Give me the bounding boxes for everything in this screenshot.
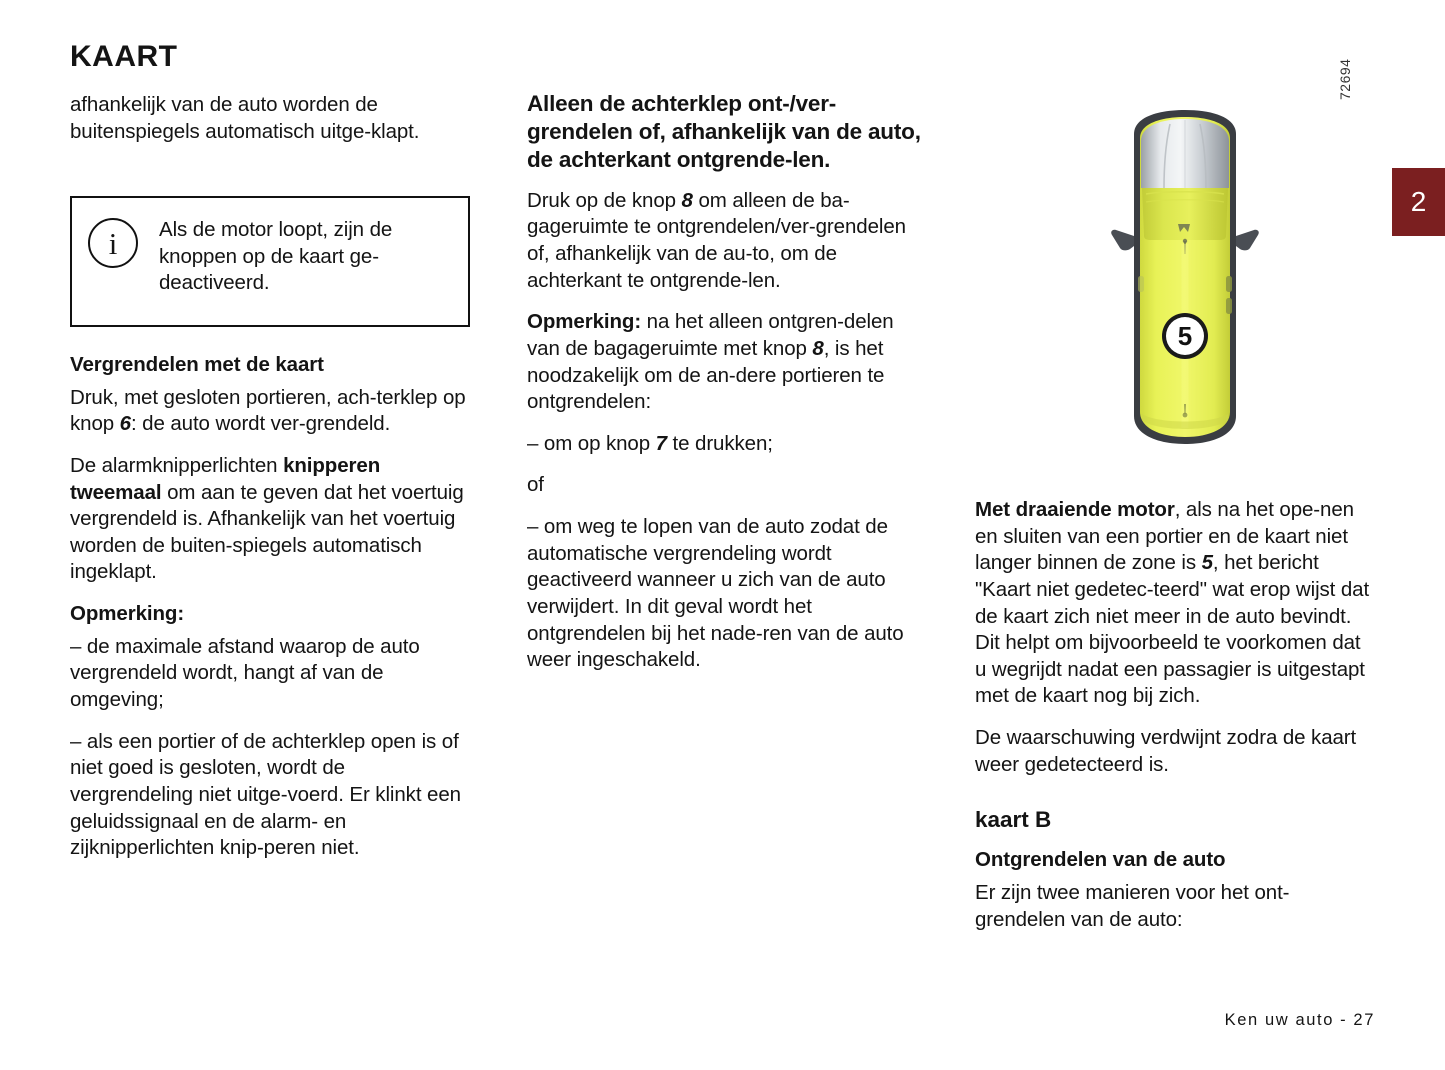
note-label-column2: Opmerking: <box>527 310 642 334</box>
section-heading-kaart-b: kaart B <box>975 807 1052 833</box>
column-2-content <box>527 90 931 674</box>
paragraph-note-column2 <box>527 309 931 416</box>
button-number-8: 8 <box>681 188 693 212</box>
flash-bold-text: knipperen tweemaal <box>70 453 381 504</box>
page-title: KAART <box>70 40 178 73</box>
conjunction-or: of <box>527 473 544 497</box>
note-label-column1: Opmerking: <box>70 602 185 626</box>
lock-pre-text: Druk, met gesloten portieren, ach-terklep op knop <box>70 385 466 436</box>
lock-post-text: : de auto wordt ver-grendeld. <box>130 412 391 436</box>
paragraph-engine-running <box>975 497 1375 710</box>
paragraph-hazard-flash <box>70 453 472 586</box>
bullet-press-post-text: te drukken; <box>666 431 773 455</box>
engine-post-text: , het bericht "Kaart niet gedetec-teerd" wat erop wijst dat de kaart zich niet meer in de auto bevindt. Dit helpt om bijvoorbeeld te voorkomen dat u wegrijdt nadat een passagier is uitgestapt met de kaart nog bij zich. <box>975 551 1370 708</box>
note-pre-text: na het alleen ontgren-delen van de bagageruimte met knop <box>527 310 894 360</box>
note-post-text: , is het noodzakelijk om de an-dere portieren te ontgrendelen: <box>527 336 885 414</box>
section-heading-tailgate: Alleen de achterklep ont-/ver-grendelen of, afhankelijk van de auto, de achterkant ontgrende-len. <box>527 91 921 172</box>
paragraph-unlock-intro: Er zijn twee manieren voor het ont-grendelen van de auto: <box>975 881 1290 931</box>
bullet-press-pre-text: – om op knop <box>527 431 656 455</box>
engine-mid-text: , als na het ope-nen en sluiten van een portier en de kaart niet langer binnen de zone is <box>975 498 1354 575</box>
button-number-6: 6 <box>119 412 131 436</box>
bullet-item-door-open: – als een portier of de achterklep open is of niet goed is gesloten, wordt de vergrendeling niet uitge-voerd. Er klinkt een geluidssignaal en de alarm- en zijknipperlichten knip-peren niet. <box>70 729 461 860</box>
figure-reference-number: 72694 <box>1337 58 1353 100</box>
intro-paragraph: afhankelijk van de auto worden de buitenspiegels automatisch uitge-klapt. <box>70 93 420 143</box>
page-footer: Ken uw auto - 27 <box>1224 1011 1375 1029</box>
flash-post-text: om aan te geven dat het voertuig vergrendeld is. Afhankelijk van het voertuig worden de buiten-spiegels automatisch ingeklapt. <box>70 480 464 584</box>
column-3-content <box>975 497 1375 933</box>
engine-running-bold: Met draaiende motor <box>975 498 1175 521</box>
section-heading-unlock-car: Ontgrendelen van de auto <box>975 848 1226 872</box>
section-heading-lock: Vergrendelen met de kaart <box>70 353 324 376</box>
bullet-item-walk-away: – om weg te lopen van de auto zodat de automatische vergrendeling wordt geactiveerd wanneer u zich van de auto verwijdert. In dit geval wordt het ontgrendelen bij het nade-ren van de auto weer ingeschakeld. <box>527 515 904 672</box>
tailgate-pre-text: Druk op de knop <box>527 188 682 212</box>
car-top-view-illustration <box>1100 108 1270 448</box>
button-number-8-note: 8 <box>812 336 824 360</box>
bullet-item-distance: – de maximale afstand waarop de auto vergrendeld wordt, hangt af van de omgeving; <box>70 634 420 712</box>
paragraph-lock-instruction <box>70 385 472 438</box>
flash-pre-text: De alarmknipperlichten <box>70 453 284 477</box>
bullet-item-press-button-7 <box>527 431 931 458</box>
paragraph-tailgate-instruction <box>527 188 931 295</box>
tailgate-post-text: om alleen de ba-gageruimte te ontgrendelen/ver-grendelen of, afhankelijk van de au-to, om de achterkant te ontgrende-len. <box>527 188 906 292</box>
info-note-box <box>70 196 470 327</box>
car-callout-number-5: 5 <box>1177 321 1193 351</box>
column-1-lock-section <box>70 352 472 862</box>
info-circle-icon: i <box>88 218 138 268</box>
column-1-intro <box>70 92 472 145</box>
info-note-text: Als de motor loopt, zijn de knoppen op de kaart ge-deactiveerd. <box>159 218 393 295</box>
paragraph-warning-disappears: De waarschuwing verdwijnt zodra de kaart weer gedetecteerd is. <box>975 726 1357 776</box>
button-number-7: 7 <box>655 431 667 455</box>
chapter-tab-marker: 2 <box>1392 168 1445 236</box>
zone-number-5: 5 <box>1201 551 1213 575</box>
